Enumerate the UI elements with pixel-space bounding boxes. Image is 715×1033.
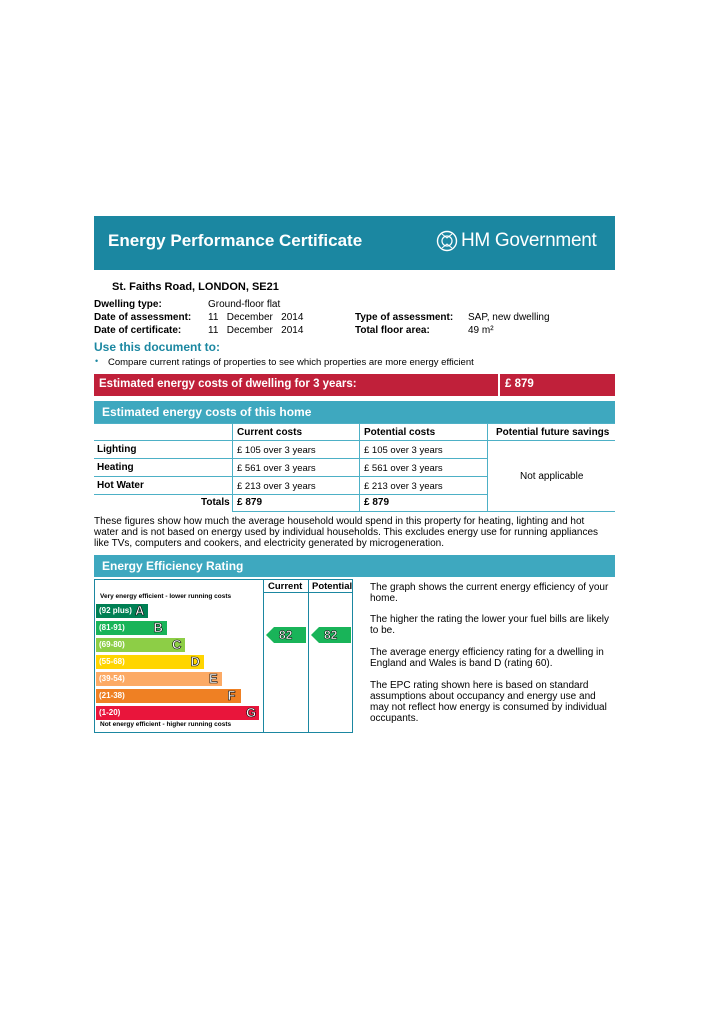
eer-col-divider — [263, 579, 264, 733]
date-certificate-label: Date of certificate: — [94, 325, 182, 336]
eer-header-rule — [263, 592, 353, 593]
eer-band-letter: B — [153, 620, 163, 635]
eer-section-title: Energy Efficiency Rating — [102, 559, 244, 573]
eer-band-range: (69-80) — [99, 640, 125, 649]
hm-government-logo: HM Government — [461, 230, 597, 251]
costs-note-line: water and is not based on energy used by individual households. This excludes energy use for running appliances — [94, 527, 599, 538]
eer-explanation: The EPC rating shown here is based on standard assumptions about occupancy and energy use and may not reflect how energy is consumed by individual occupants. — [370, 680, 607, 724]
certificate-title: Energy Performance Certificate — [108, 231, 363, 250]
table-rule — [94, 476, 487, 477]
estimated-cost-label: Estimated energy costs of dwelling for 3 years: — [99, 378, 357, 390]
col-future-savings: Potential future savings — [496, 427, 610, 438]
eer-col-divider — [308, 579, 309, 733]
eer-band-range: (1-20) — [99, 708, 121, 717]
banner-divider — [498, 374, 500, 396]
table-rule — [359, 423, 360, 511]
eer-band-letter: A — [135, 603, 145, 618]
date-certificate-value: 11 December 2014 — [208, 325, 304, 336]
hot-water-potential: £ 213 over 3 years — [364, 481, 443, 492]
use-document-heading: Use this document to: — [94, 340, 221, 354]
type-assessment-value: SAP, new dwelling — [468, 312, 550, 323]
current-rating-value: 82 — [279, 628, 293, 642]
potential-rating-value: 82 — [324, 628, 338, 642]
property-address: St. Faiths Road, LONDON, SE21 — [112, 281, 279, 293]
dwelling-type-value: Ground-floor flat — [208, 299, 281, 310]
eer-band-range: (21-38) — [99, 691, 125, 700]
floor-area-label: Total floor area: — [355, 325, 430, 336]
eer-band-letter: G — [246, 705, 257, 720]
lighting-current: £ 105 over 3 years — [237, 445, 316, 456]
date-assessment-value: 11 December 2014 — [208, 312, 304, 323]
eer-band-range: (81-91) — [99, 623, 125, 632]
future-savings-value: Not applicable — [520, 471, 584, 482]
lighting-potential: £ 105 over 3 years — [364, 445, 443, 456]
eer-explanation: The graph shows the current energy efficiency of your home. — [370, 582, 609, 604]
dwelling-type-label: Dwelling type: — [94, 299, 162, 310]
row-label-hot-water: Hot Water — [97, 480, 144, 491]
costs-note-line: These figures show how much the average household would spend in this property for heating, lighting and hot — [94, 516, 585, 527]
table-rule — [94, 423, 615, 424]
table-rule — [94, 458, 487, 459]
eer-col-current: Current — [268, 581, 303, 592]
table-rule — [94, 494, 487, 495]
eer-explanation: The average energy efficiency rating for a dwelling in England and Wales is band D (rating 60). — [370, 647, 604, 669]
totals-current: £ 879 — [237, 497, 263, 508]
eer-band-g — [96, 706, 259, 720]
eer-band-range: (92 plus) — [99, 606, 132, 615]
bullet-icon: • — [95, 356, 99, 366]
totals-label: Totals — [201, 497, 230, 508]
eer-top-caption: Very energy efficient - lower running costs — [100, 593, 232, 600]
costs-note-line: like TVs, computers and cookers, and electricity generated by microgeneration. — [94, 538, 444, 549]
eer-band-range: (55-68) — [99, 657, 125, 666]
table-rule — [487, 423, 488, 511]
eer-bottom-caption: Not energy efficient - higher running costs — [100, 721, 232, 728]
floor-area-value: 49 m² — [468, 325, 494, 336]
eer-band-letter: D — [190, 654, 200, 669]
estimated-cost-value: £ 879 — [505, 378, 534, 390]
type-assessment-label: Type of assessment: — [355, 312, 454, 323]
use-document-item: Compare current ratings of properties to see which properties are more energy efficient — [108, 357, 474, 368]
row-label-heating: Heating — [97, 462, 134, 473]
col-potential-costs: Potential costs — [364, 427, 436, 438]
table-rule — [232, 511, 615, 512]
heating-potential: £ 561 over 3 years — [364, 463, 443, 474]
eer-band-letter: E — [209, 671, 218, 686]
col-current-costs: Current costs — [237, 427, 303, 438]
table-rule — [94, 440, 615, 441]
royal-crest-icon — [436, 230, 458, 252]
eer-band-range: (39-54) — [99, 674, 125, 683]
eer-band-letter: C — [172, 637, 182, 652]
hot-water-current: £ 213 over 3 years — [237, 481, 316, 492]
date-assessment-label: Date of assessment: — [94, 312, 192, 323]
eer-explanation: The higher the rating the lower your fuel bills are likely to be. — [370, 614, 610, 636]
eer-col-potential: Potential — [312, 581, 353, 592]
heating-current: £ 561 over 3 years — [237, 463, 316, 474]
eer-band-letter: F — [227, 688, 236, 703]
totals-potential: £ 879 — [364, 497, 390, 508]
row-label-lighting: Lighting — [97, 444, 137, 455]
costs-section-title: Estimated energy costs of this home — [102, 405, 312, 419]
table-rule — [232, 423, 233, 511]
